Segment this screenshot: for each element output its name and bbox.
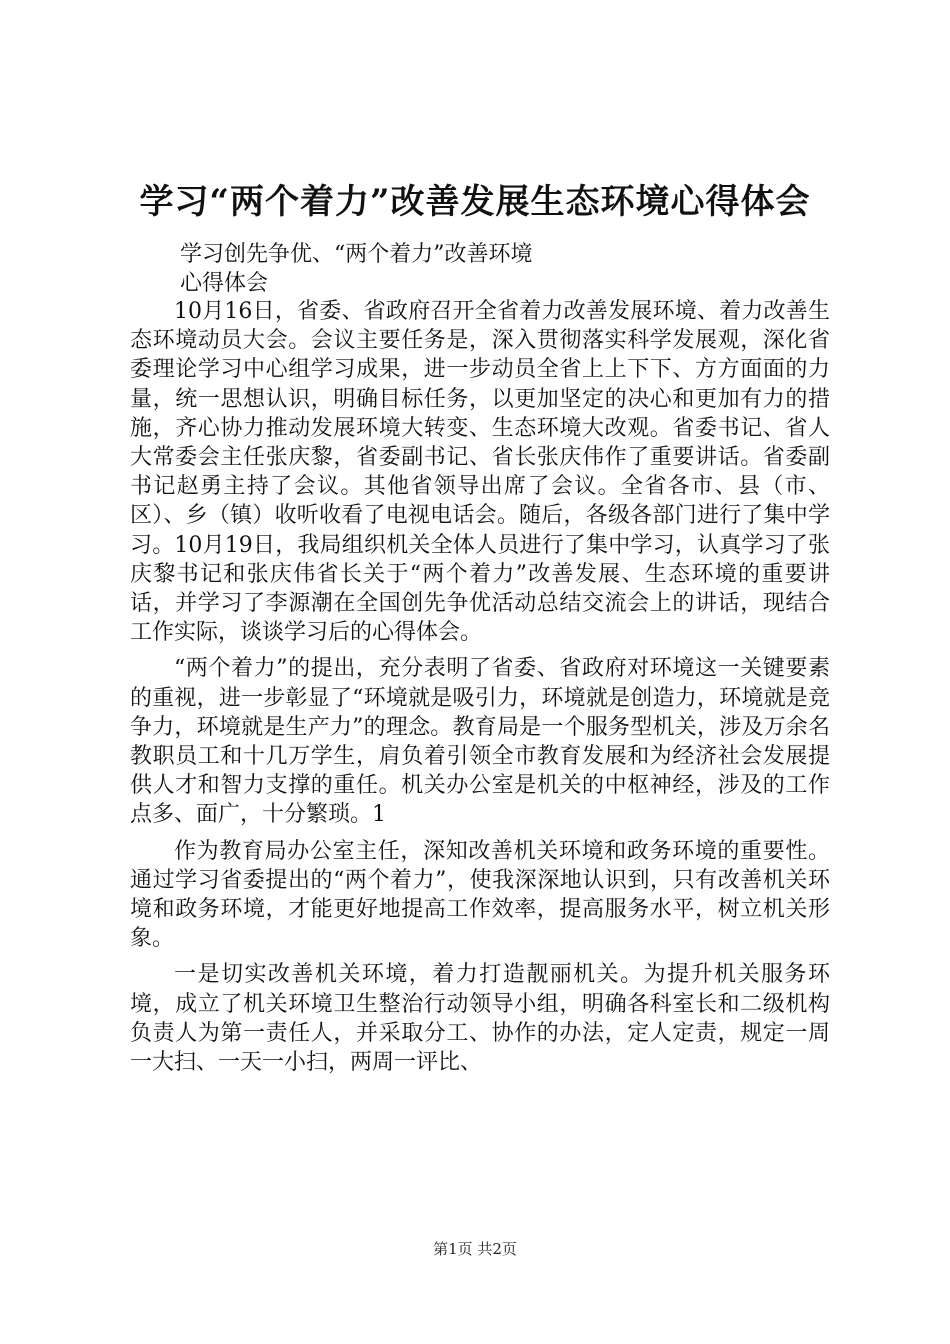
page-number-footer: 第1页 共2页 <box>433 1240 517 1258</box>
document-body <box>130 297 830 1084</box>
body-paragraph: “两个着力”的提出，充分表明了省委、省政府对环境这一关键要素的重视，进一步彰显了“环境就是吸引力，环境就是创造力，环境就是竞争力，环境就是生产力”的理念。教育局是一个服务型机关，涉及万余名教职员工和十几万学生，肩负着引领全市教育发展和为经济社会发展提供人才和智力支撑的重任。机关办公室是机关的中枢神经，涉及的工作点多、面广，十分繁琐。1 <box>130 656 830 828</box>
body-paragraph: 作为教育局办公室主任，深知改善机关环境和政务环境的重要性。通过学习省委提出的“两个着力”，使我深深地认识到，只有改善机关环境和政务环境，才能更好地提高工作效率，提高服务水平，树立机关形象。 <box>130 838 830 952</box>
document-title: 学习“两个着力”改善发展生态环境心得体会 <box>139 182 811 222</box>
body-paragraph: 10月16日，省委、省政府召开全省着力改善发展环境、着力改善生态环境动员大会。会议主要任务是，深入贯彻落实科学发展观，深化省委理论学习中心组学习成果，进一步动员全省上上下下、方方面面的力量，统一思想认识，明确目标任务，以更加坚定的决心和更加有力的措施，齐心协力推动发展环境大转变、生态环境大改观。省委书记、省人大常委会主任张庆黎，省委副书记、省长张庆伟作了重要讲话。省委副书记赵勇主持了会议。其他省领导出席了会议。全省各市、县（市、区）、乡（镇）收听收看了电视电话会。随后，各级各部门进行了集中学习。10月19日，我局组织机关全体人员进行了集中学习，认真学习了张庆黎书记和张庆伟省长关于“两个着力”改善发展、生态环境的重要讲话，并学习了李源潮在全国创先争优活动总结交流会上的讲话，现结合工作实际，谈谈学习后的心得体会。 <box>130 299 830 646</box>
document-subtitle-line1: 学习创先争优、“两个着力”改善环境 <box>180 242 533 267</box>
body-paragraph: 一是切实改善机关环境，着力打造靓丽机关。为提升机关服务环境，成立了机关环境卫生整治行动领导小组，明确各科室长和二级机构负责人为第一责任人，并采取分工、协作的办法，定人定责，规定一周一大扫、一天一小扫，两周一评比、 <box>130 962 830 1076</box>
document-subtitle-line2: 心得体会 <box>180 271 269 296</box>
